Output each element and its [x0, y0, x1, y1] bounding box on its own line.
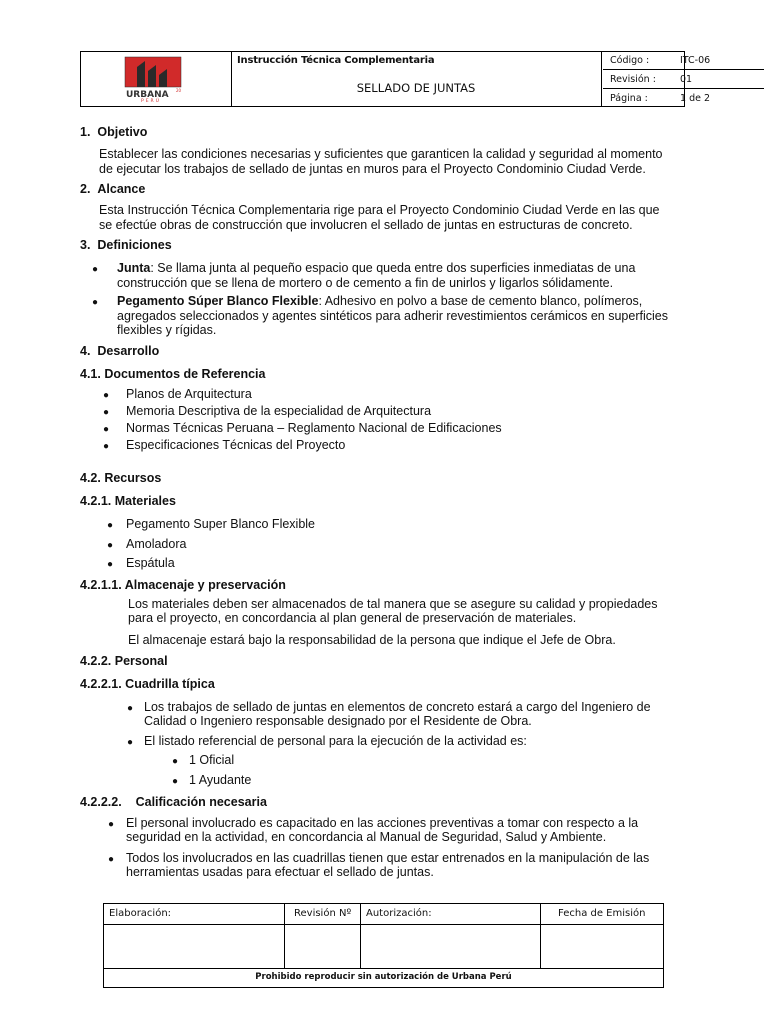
crew-bullet-1-line-2: Calidad o Ingeniero responsable designado por el Residente de Obra.	[144, 714, 532, 728]
crew-bullet-2: El listado referencial de personal para la ejecución de la actividad es:	[144, 734, 527, 748]
meta-value: 01	[680, 74, 693, 85]
section-title: Desarrollo	[97, 344, 160, 358]
table-divider	[284, 904, 285, 968]
definition-pegamento-line-2: agregados seleccionados y agentes sintéticos para adherir revestimientos cerámicos en superficies	[117, 309, 668, 323]
section-number: 2.	[80, 182, 91, 196]
table-divider	[104, 968, 663, 969]
definition-text: : Se llama junta al pequeño espacio que queda entre dos superficies inmediatas de una	[150, 261, 636, 275]
table-divider	[540, 904, 541, 968]
bullet-icon: ●	[103, 441, 110, 452]
section-title: Objetivo	[97, 125, 148, 139]
bullet-icon: ●	[127, 703, 134, 714]
bullet-icon: ●	[108, 819, 115, 830]
storage-line-2: para el proyecto, en concordancia al plan general de preservación de materiales.	[128, 611, 577, 625]
section-4-2-1-1-heading: 4.2.1.1. Almacenaje y preservación	[80, 578, 286, 592]
list-item: Pegamento Super Blanco Flexible	[126, 517, 316, 531]
definition-junta-line-1	[117, 261, 635, 276]
objective-line-2: de ejecutar los trabajos de sellado de juntas en muros para el Proyecto Condominio Ciudad Verde.	[99, 162, 646, 176]
table-divider	[360, 904, 361, 968]
list-item: Memoria Descriptiva de la especialidad de Arquitectura	[126, 404, 432, 418]
bullet-icon: ●	[172, 776, 179, 787]
bullet-icon: ●	[103, 390, 110, 401]
qualification-bullet-2-line-1: Todos los involucrados en las cuadrillas tienen que estar entrenados en la manipulación de las	[126, 851, 650, 865]
meta-table	[603, 52, 764, 106]
bullet-icon: ●	[108, 854, 115, 865]
scope-line-1: Esta Instrucción Técnica Complementaria rige para el Proyecto Condominio Ciudad Verde en las que	[99, 203, 660, 217]
list-item: Amoladora	[126, 537, 187, 551]
bullet-icon: ●	[172, 756, 179, 767]
bullet-icon: ●	[92, 264, 99, 275]
qualification-bullet-1-line-1: El personal involucrado es capacitado en las acciones preventivas a tomar con respecto a la	[126, 816, 639, 830]
section-3-heading	[80, 238, 172, 253]
section-4-2-2-heading: 4.2.2. Personal	[80, 654, 168, 668]
list-item: Espátula	[126, 556, 175, 570]
svg-text:20: 20	[176, 88, 182, 93]
objective-line-1: Establecer las condiciones necesarias y suficientes que garanticen la calidad y seguridad al momento	[99, 147, 663, 161]
meta-key: Página :	[610, 93, 648, 104]
section-title: Alcance	[97, 182, 146, 196]
section-4-2-1-heading: 4.2.1. Materiales	[80, 494, 176, 508]
col-fecha-emision: Fecha de Emisión	[558, 908, 646, 919]
section-number: 3.	[80, 238, 91, 252]
meta-row-revision	[603, 71, 766, 89]
meta-row-page	[603, 90, 766, 108]
header-subtitle: Instrucción Técnica Complementaria	[237, 55, 435, 66]
scope-line-2: se efectúe obras de construcción que involucren el sellado de juntas en estructuras de concreto.	[99, 218, 633, 232]
bullet-icon: ●	[103, 407, 110, 418]
storage-line-3: El almacenaje estará bajo la responsabilidad de la persona que indique el Jefe de Obra.	[128, 633, 616, 647]
col-autorizacion: Autorización:	[366, 908, 432, 919]
bullet-icon: ●	[127, 737, 134, 748]
list-item: Normas Técnicas Peruana – Reglamento Nacional de Edificaciones	[126, 421, 502, 435]
section-4-1-heading: 4.1. Documentos de Referencia	[80, 367, 266, 381]
bullet-icon: ●	[92, 297, 99, 308]
definition-text: : Adhesivo en polvo a base de cemento blanco, polímeros,	[318, 294, 643, 308]
section-title: Definiciones	[97, 238, 172, 252]
bullet-icon: ●	[107, 540, 114, 551]
section-4-2-heading: 4.2. Recursos	[80, 471, 162, 485]
meta-key: Revisión :	[610, 74, 656, 85]
definition-junta-line-2: construcción que se llena de mortero o de cemento a fin de unirlos y ligarlos sólidamente.	[117, 276, 614, 290]
section-4-2-2-2-heading: 4.2.2.2. Calificación necesaria	[80, 795, 267, 809]
qualification-bullet-1-line-2: seguridad en la actividad, en concordancia al Manual de Seguridad, Salud y Ambiente.	[126, 830, 607, 844]
definition-term: Junta	[117, 261, 151, 275]
definition-pegamento-line-1	[117, 294, 642, 309]
meta-row-code	[603, 52, 766, 70]
definition-pegamento-line-3: flexibles y rígidas.	[117, 323, 217, 337]
approval-table	[103, 903, 664, 988]
document-title: SELLADO DE JUNTAS	[356, 81, 476, 95]
meta-key: Código :	[610, 55, 650, 66]
qualification-bullet-2-line-2: herramientas usadas para efectuar el sellado de juntas.	[126, 865, 434, 879]
section-4-heading	[80, 344, 159, 359]
svg-text:PERÚ: PERÚ	[141, 99, 161, 103]
section-4-2-2-1-heading: 4.2.2.1. Cuadrilla típica	[80, 677, 215, 691]
urbana-logo	[123, 55, 187, 103]
copyright-note: Prohibido reproducir sin autorización de Urbana Perú	[255, 972, 512, 982]
section-number: 4.	[80, 344, 91, 358]
section-number: 1.	[80, 125, 91, 139]
definition-term: Pegamento Súper Blanco Flexible	[117, 294, 319, 308]
bullet-icon: ●	[107, 559, 114, 570]
col-revision: Revisión Nº	[294, 908, 352, 919]
document-header	[80, 51, 711, 107]
crew-bullet-1-line-1: Los trabajos de sellado de juntas en elementos de concreto estará a cargo del Ingeniero de	[144, 700, 651, 714]
bullet-icon: ●	[103, 424, 110, 435]
section-1-heading	[80, 125, 147, 140]
svg-text:URBANA: URBANA	[126, 90, 169, 100]
list-item: Especificaciones Técnicas del Proyecto	[126, 438, 346, 452]
meta-value: 1 de 2	[680, 93, 711, 104]
section-2-heading	[80, 182, 145, 197]
storage-line-1: Los materiales deben ser almacenados de tal manera que se asegure su calidad y propiedades	[128, 597, 658, 611]
title-cell	[231, 52, 602, 106]
meta-value: ITC-06	[680, 55, 711, 66]
crew-member: 1 Oficial	[189, 753, 235, 767]
crew-member: 1 Ayudante	[189, 773, 252, 787]
logo-cell	[81, 52, 232, 106]
list-item: Planos de Arquitectura	[126, 387, 252, 401]
bullet-icon: ●	[107, 520, 114, 531]
col-elaboracion: Elaboración:	[109, 908, 172, 919]
